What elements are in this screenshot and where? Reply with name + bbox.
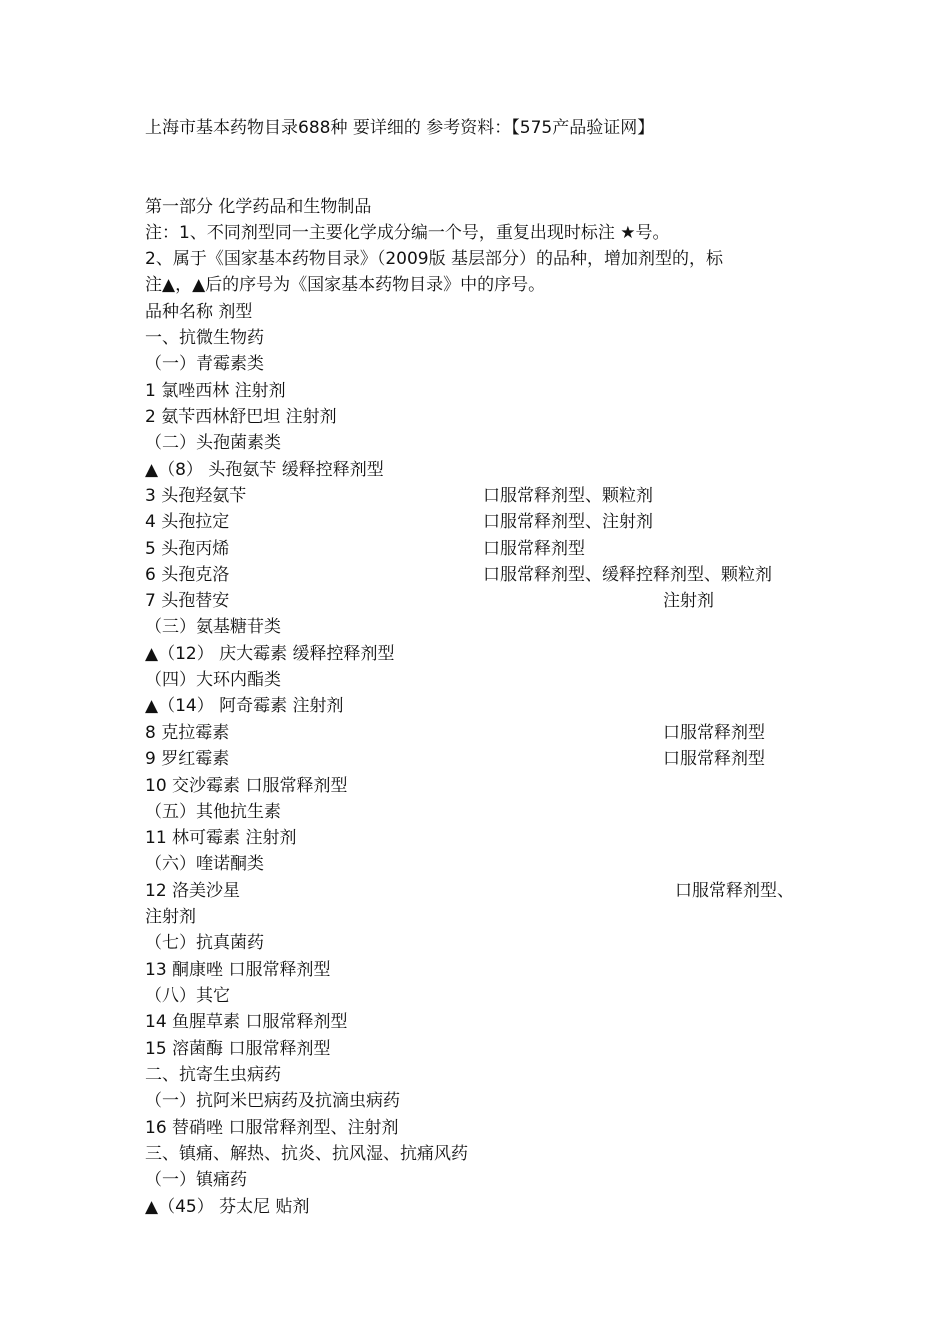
- drug-row-continuation: 注射剂: [145, 907, 196, 927]
- drug-row: 13 酮康唑 口服常释剂型: [145, 960, 331, 980]
- drug-dosage-form: 口服常释剂型: [663, 723, 765, 743]
- drug-row: [145, 511, 229, 533]
- subcategory-heading: （五）其他抗生素: [145, 802, 281, 822]
- subcategory-heading: （四）大环内酯类: [145, 670, 281, 690]
- drug-name: 12 洛美沙星: [145, 881, 241, 901]
- drug-row: [145, 564, 229, 586]
- drug-name: 5 头孢丙烯: [145, 539, 230, 559]
- drug-row: 2 氨苄西林舒巴坦 注射剂: [145, 407, 337, 427]
- drug-row: 11 林可霉素 注射剂: [145, 828, 297, 848]
- drug-row: 10 交沙霉素 口服常释剂型: [145, 776, 348, 796]
- subcategory-heading: （二）头孢菌素类: [145, 433, 281, 453]
- category-heading: 一、抗微生物药: [145, 328, 264, 348]
- note-line: 注▲，▲后的序号为《国家基本药物目录》中的序号。: [145, 275, 546, 295]
- drug-row: 14 鱼腥草素 口服常释剂型: [145, 1012, 348, 1032]
- document-title: 上海市基本药物目录688种 要详细的 参考资料：【575产品验证网】: [145, 118, 655, 138]
- drug-row: [145, 722, 229, 744]
- drug-row: ▲（8） 头孢氨苄 缓释控释剂型: [145, 460, 384, 480]
- subcategory-heading: （一）青霉素类: [145, 354, 264, 374]
- note-line: 2、属于《国家基本药物目录》（2009版 基层部分）的品种，增加剂型的，标: [145, 249, 723, 269]
- drug-row: 1 氯唑西林 注射剂: [145, 381, 286, 401]
- drug-dosage-form: 口服常释剂型、缓释控释剂型、颗粒剂: [483, 565, 772, 585]
- drug-row: [145, 748, 229, 770]
- drug-row: ▲（14） 阿奇霉素 注射剂: [145, 696, 344, 716]
- drug-row: [145, 590, 229, 612]
- drug-name: 9 罗红霉素: [145, 749, 230, 769]
- subcategory-heading: （三）氨基糖苷类: [145, 617, 281, 637]
- drug-row: 16 替硝唑 口服常释剂型、注射剂: [145, 1118, 399, 1138]
- note-line: 注：1、不同剂型同一主要化学成分编一个号，重复出现时标注 ★号。: [145, 223, 670, 243]
- drug-name: 4 头孢拉定: [145, 512, 230, 532]
- drug-name: 6 头孢克洛: [145, 565, 230, 585]
- category-heading: 三、镇痛、解热、抗炎、抗风湿、抗痛风药: [145, 1144, 468, 1164]
- drug-row: [145, 880, 240, 902]
- drug-name: 8 克拉霉素: [145, 723, 230, 743]
- drug-row: [145, 538, 229, 560]
- drug-name: 3 头孢羟氨苄: [145, 486, 247, 506]
- drug-dosage-form: 注射剂: [663, 591, 714, 611]
- subcategory-heading: （八）其它: [145, 986, 230, 1006]
- column-header: 品种名称 剂型: [145, 302, 253, 322]
- section-heading: 第一部分 化学药品和生物制品: [145, 197, 372, 217]
- subcategory-heading: （七）抗真菌药: [145, 933, 264, 953]
- subcategory-heading: （六）喹诺酮类: [145, 854, 264, 874]
- drug-name: 7 头孢替安: [145, 591, 230, 611]
- drug-dosage-form: 口服常释剂型、: [675, 881, 794, 901]
- drug-dosage-form: 口服常释剂型、注射剂: [483, 512, 653, 532]
- drug-dosage-form: 口服常释剂型: [483, 539, 585, 559]
- drug-row: [145, 485, 246, 507]
- drug-dosage-form: 口服常释剂型、颗粒剂: [483, 486, 653, 506]
- drug-row: 15 溶菌酶 口服常释剂型: [145, 1039, 331, 1059]
- subcategory-heading: （一）镇痛药: [145, 1170, 247, 1190]
- category-heading: 二、抗寄生虫病药: [145, 1065, 281, 1085]
- subcategory-heading: （一）抗阿米巴病药及抗滴虫病药: [145, 1091, 400, 1111]
- drug-row: ▲（45） 芬太尼 贴剂: [145, 1197, 310, 1217]
- drug-row: ▲（12） 庆大霉素 缓释控释剂型: [145, 644, 395, 664]
- drug-dosage-form: 口服常释剂型: [663, 749, 765, 769]
